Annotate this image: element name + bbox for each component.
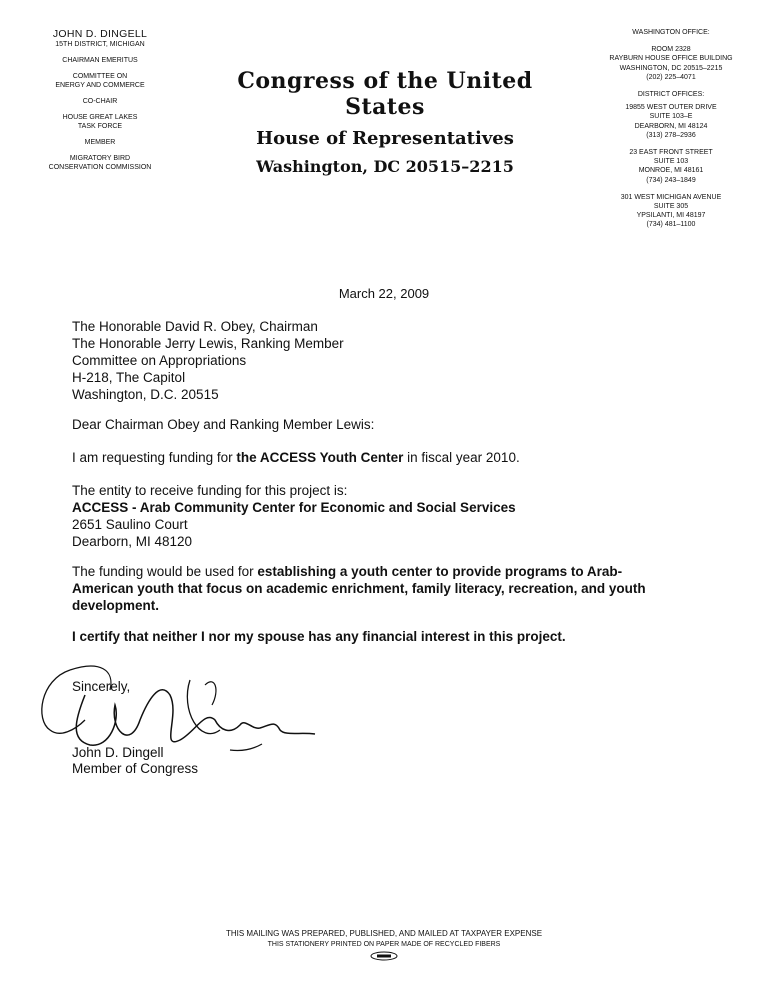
letter-date: March 22, 2009 [338,286,430,301]
commission-line-1: MIGRATORY BIRD [69,155,131,162]
signer-title: Member of Congress [72,761,199,776]
entity-block [72,482,692,550]
office3-street: 301 WEST MICHIGAN AVENUE [620,193,722,201]
office1-phone: (313) 278–2936 [646,131,696,139]
purpose-text-pre: The funding would be used for [72,564,258,579]
dc-office-heading: WASHINGTON OFFICE: [632,29,710,36]
office3-phone: (734) 481–1100 [646,221,696,229]
entity-intro: The entity to receive funding for this project is: [72,483,348,498]
role-chairman-emeritus: CHAIRMAN EMERITUS [62,57,138,64]
recipient-line: The Honorable David R. Obey, Chairman [72,319,318,334]
recipient-line: Washington, D.C. 20515 [72,387,219,402]
commission-line-2: CONSERVATION COMMISSION [48,164,152,171]
dc-city: WASHINGTON, DC 20515–2215 [619,64,723,72]
district: 15TH DISTRICT, MICHIGAN [55,41,145,48]
union-bug-icon [369,951,399,961]
entity-city: Dearborn, MI 48120 [72,534,193,549]
recipient-block [72,318,692,403]
committee-line-2: ENERGY AND COMMERCE [55,82,145,89]
taskforce-line-2: TASK FORCE [77,123,123,130]
recipient-line: The Honorable Jerry Lewis, Ranking Member [72,336,344,351]
office2-street: 23 EAST FRONT STREET [629,149,713,157]
district-offices-heading: DISTRICT OFFICES: [637,91,705,99]
request-paragraph [72,449,692,466]
office3-city: YPSILANTI, MI 48197 [636,212,706,220]
office2-city: MONROE, MI 48161 [638,167,704,175]
certification-statement: I certify that neither I nor my spouse has any financial interest in this project. [72,629,566,644]
salutation: Dear Chairman Obey and Ranking Member Lewis: [72,417,375,432]
role-member: MEMBER [84,139,116,146]
project-name: the ACCESS Youth Center [236,450,404,465]
member-name: JOHN D. DINGELL [52,28,148,40]
entity-name: ACCESS - Arab Community Center for Economic and Social Services [72,500,516,515]
dc-phone: (202) 225–4071 [646,73,696,81]
recipient-line: H-218, The Capitol [72,370,186,385]
office1-street: 19855 WEST OUTER DRIVE [625,104,717,112]
washington-address: Washington, DC 20515–2215 [256,157,514,176]
signer-block [72,745,198,777]
purpose-description: establishing a youth center to provide programs to Arab-American youth that focus on academic enrichment, family literacy, recreation, and youth development. [72,564,646,613]
recipient-line: Committee on Appropriations [72,353,247,368]
request-text-pre: I am requesting funding for [72,450,237,465]
footer-expense-notice: THIS MAILING WAS PREPARED, PUBLISHED, AND MAILED AT TAXPAYER EXPENSE [225,929,543,938]
office2-phone: (734) 243–1849 [646,176,696,184]
letterhead-left [30,28,170,172]
letterhead-right [596,28,746,230]
office2-suite: SUITE 103 [653,158,689,166]
footer-recycled-notice: THIS STATIONERY PRINTED ON PAPER MADE OF RECYCLED FIBERS [267,941,501,948]
role-co-chair: CO-CHAIR [82,98,118,105]
signer-name: John D. Dingell [72,745,164,760]
dc-room: ROOM 2328 [651,46,691,54]
dc-building: RAYBURN HOUSE OFFICE BUILDING [609,55,733,63]
committee-line-1: COMMITTEE ON [72,73,128,80]
taskforce-line-1: HOUSE GREAT LAKES [62,114,138,121]
office1-suite: SUITE 103–E [649,113,693,121]
congress-title: Congress of the United States [237,68,533,120]
closing: Sincerely, [72,679,131,694]
request-text-post: in fiscal year 2010. [403,450,520,465]
letterhead-title [200,68,570,176]
house-title: House of Representatives [256,128,514,149]
entity-street: 2651 Saulino Court [72,517,188,532]
office1-city: DEARBORN, MI 48124 [634,122,708,130]
office3-suite: SUITE 305 [653,203,689,211]
purpose-paragraph [72,563,672,614]
